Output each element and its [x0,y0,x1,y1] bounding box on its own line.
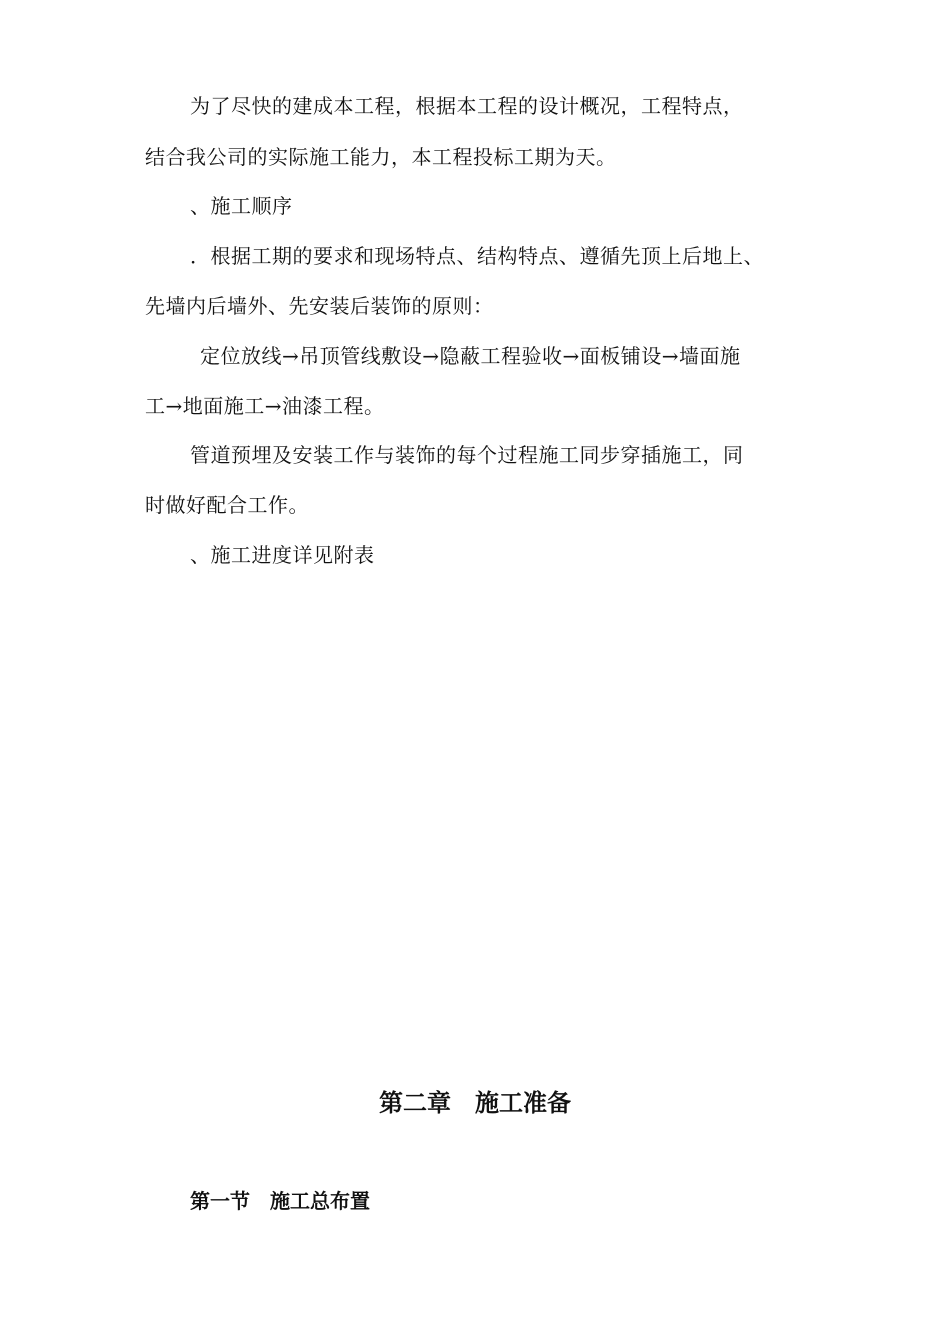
paragraph-line: 结合我公司的实际施工能力，本工程投标工期为天。 [145,145,617,169]
chapter-title: 第二章 施工准备 [379,1089,571,1117]
paragraph-line: 先墙内后墙外、先安装后装饰的原则： [145,294,494,318]
paragraph-line: 工→地面施工→油漆工程。 [145,394,385,418]
paragraph-line: 为了尽快的建成本工程，根据本工程的设计概况，工程特点， [190,94,744,118]
paragraph-line: ．根据工期的要求和现场特点、结构特点、遵循先顶上后地上、 [190,244,764,268]
paragraph-line: 时做好配合工作。 [145,493,309,517]
paragraph-line: 管道预埋及安装工作与装饰的每个过程施工同步穿插施工，同 [190,443,744,467]
section-title: 第一节 施工总布置 [190,1189,370,1213]
paragraph-line: 、施工进度详见附表 [190,543,375,567]
paragraph-line: 、施工顺序 [190,194,293,218]
paragraph-line: 定位放线→吊顶管线敷设→隐蔽工程验收→面板铺设→墙面施 [200,344,741,368]
